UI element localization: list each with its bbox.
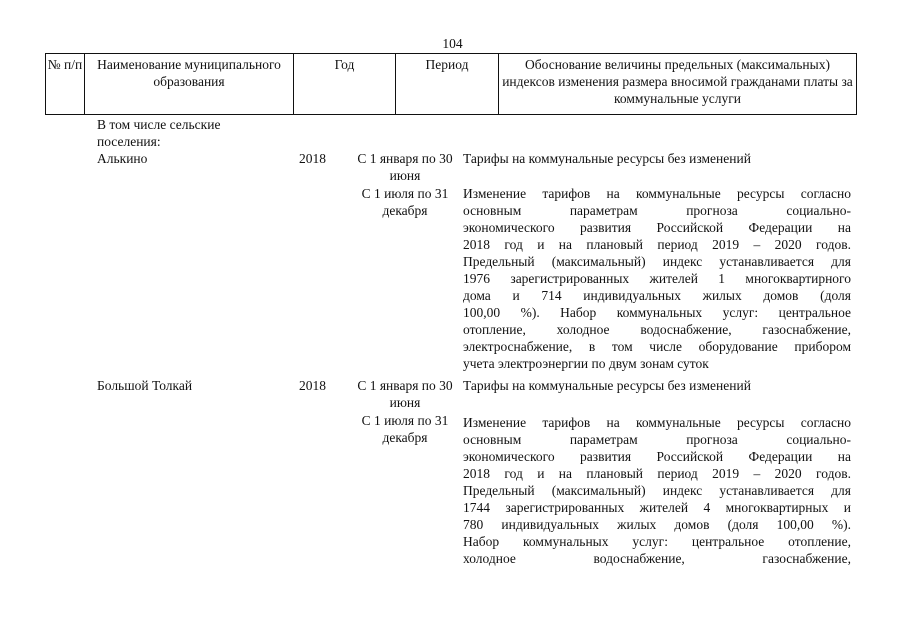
header-col-year: Год [293, 54, 395, 114]
header-col-number: № п/п [45, 54, 84, 114]
header-col-period: Период [395, 54, 498, 114]
page-number: 104 [442, 36, 463, 51]
header-col-municipality: Наименование муниципального образования [84, 54, 293, 114]
row-justification-first-half: Тарифы на коммунальные ресурсы без изменений [463, 151, 751, 166]
table-header [45, 53, 857, 115]
row-year: 2018 [299, 378, 326, 393]
row-period-first-half: С 1 января по 30 июня [357, 378, 453, 410]
row-period-second-half: С 1 июля по 31 декабря [361, 413, 449, 445]
row-year: 2018 [299, 151, 326, 166]
row-name: Большой Толкай [97, 378, 193, 393]
row-period-second-half: С 1 июля по 31 декабря [361, 186, 449, 218]
row-period-first-half: С 1 января по 30 июня [357, 151, 453, 183]
row-justification-second-half: Изменение тарифов на коммунальные ресурсы согласно основным параметрам прогноза социально- экономического развития Российской Федерации на 2018 год и на плановый период 2019 – 2020 годов. Предельный (максимальный) индекс устанавливается для 1744 зарегистрированных жителей 4 многоквартирных и 780 индивидуальных жилых домов (доля 100,00 %). Набор коммунальных услуг: центральное отопление, холодное водоснабжение, газоснабжение, [463, 415, 851, 566]
header-col-justification: Обоснование величины предельных (максимальных) индексов изменения размера вносимой гражданами платы за коммунальные услуги [498, 54, 857, 114]
subsection-title: В том числе сельские поселения: [97, 117, 221, 149]
row-justification-second-half: Изменение тарифов на коммунальные ресурсы согласно основным параметрам прогноза социально- экономического развития Российской Федерации на 2018 год и на плановый период 2019 – 2020 годов. Предельный (максимальный) индекс устанавливается для 1976 зарегистрированных жителей 1 многоквартирного дома и 714 индивидуальных жилых домов (доля 100,00 %). Набор коммунальных услуг: центральное отопление, холодное водоснабжение, газоснабжение, электроснабжение, в том числе оборудование прибором учета электроэнергии по двум зонам суток [463, 186, 851, 371]
row-name: Алькино [97, 151, 148, 166]
row-justification-first-half: Тарифы на коммунальные ресурсы без изменений [463, 378, 751, 393]
